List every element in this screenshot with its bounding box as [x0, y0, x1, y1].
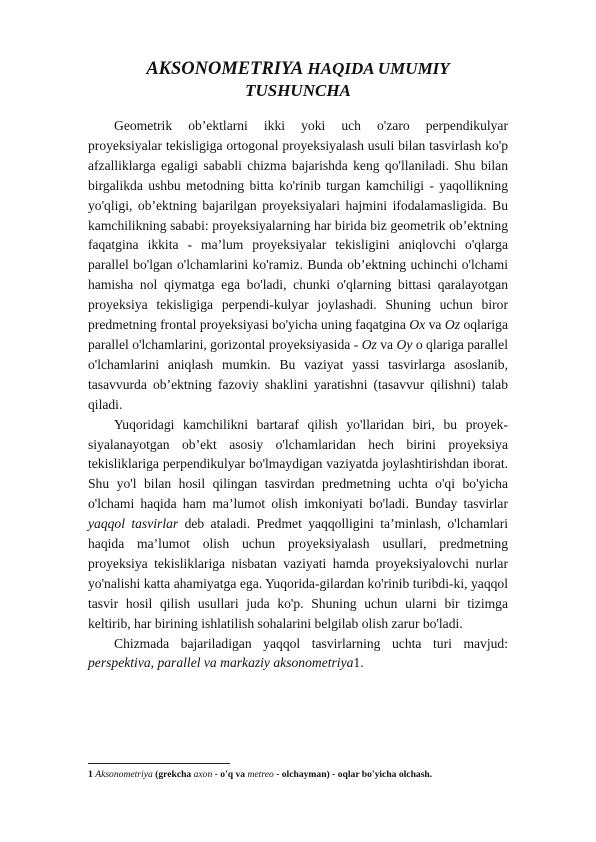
term-list: perspektiva, parallel va markaziy aksonometriya: [88, 655, 354, 671]
paragraph-1-text-a: Geometrik ob’ektlarni ikki yoki uch o'zaro perpendikulyar proyeksiyalar tekisligiga ortogonal proyeksiyalash usuli bilan tasvirlash ko'p afzalliklarga egaligi sababli chizma bajarishda keng qo'llaniladi. Shu bilan birgalikda ushbu metodning bitta ko'rinib turgan kamchiligi - yaqollikning yo'qligi, ob’ektning bajarilgan proyeksiyalari hajmini ifodalamasligida. Bu kamchilikning sababi: proyeksiyalarning har birida biz geometrik ob’ektning faqatgina ikkita - ma’lum proyeksiyalar tekisligini aniqlovchi o'qlarga parallel bo'lgan o'lchamlarini ko'ramiz. Bunda ob’ektning uchinchi o'lchami hamisha nol qiymatga ega bo'ladi, chunki o'qlarning bittasi qaralayotgan proyeksiya tekisligiga perpendi-kulyar joylashadi. Shuning uchun biror predmetning frontal proyeksiyasi bo'yicha uning faqatgina: [88, 118, 508, 333]
title-line-1: [146, 59, 449, 78]
document-body: [88, 116, 508, 673]
footnote-text-a: (grekcha: [152, 769, 194, 780]
paragraph-3-text-a: Chizmada bajariladigan yaqqol tasvirlarning uchta turi mavjud:: [114, 635, 508, 651]
footnote-text-b: - o'q va: [212, 769, 248, 780]
footnote-term: Aksonometriya: [95, 769, 153, 780]
footnote-divider: [88, 763, 230, 764]
paragraph-1-text-d: va: [376, 336, 397, 352]
term-yaqqol-tasvirlar: yaqqol tasvirlar: [88, 516, 179, 532]
paragraph-3: [88, 634, 508, 674]
title-main-word: AKSONOMETRIYA: [146, 59, 304, 79]
paragraph-1-text-b: va: [425, 317, 445, 333]
footnote: [88, 769, 528, 781]
paragraph-1-text-e: o qlariga parallel o'lchamlarini aniqlash mumkin. Bu vaziyat yassi tasvirlarga asoslanib, tasavvurda ob’ektning fazoviy shaklini yaratishni (tasavvur qilishni) talab qiladi.: [88, 336, 508, 412]
axis-oy: Oy: [396, 336, 413, 352]
footnote-reference[interactable]: 1: [353, 655, 361, 671]
paragraph-2: [88, 415, 508, 634]
paragraph-2-text-a: Yuqoridagi kamchilikni bartaraf qilish yo'llaridan biri, bu proyek-siyalanayotgan ob’ekt asosiy o'lchamlaridan hech birini proyeksiya tekisliklariga perpendikulyar bo'lmaydigan vaziyatda joylashtirishdan iborat. Shu yo'l bilan hosil qilingan tasvirdan predmetning uchta o'qi bo'yicha o'lchami haqida ham ma’lumot olish imkoniyati bo'ladi. Bunday tasvirlar: [88, 416, 508, 512]
axis-ox: Ox: [409, 317, 426, 333]
footnote-number: 1: [88, 769, 96, 780]
paragraph-2-text-b: deb ataladi. Predmet yaqqolligini ta’minlash, o'lchamlari haqida ma’lumot olish uchun proyeksiyalash usullari, predmetning proyeksiya tekisliklariga nisbatan vaziyati hamda proyeksiyalovchi nurlar yo'nalishi katta ahamiyatga ega. Yuqorida-gilardan ko'rinib turibdi-ki, yaqqol tasvir hosil qilish usullari juda ko'p. Shuning uchun ularni bir tizimga keltirib, har birining ishlatilish sohalarini belgilab olish zarur bo'ladi.: [88, 516, 509, 631]
footnote-word-axon: axon: [193, 769, 213, 780]
paragraph-1: [88, 116, 508, 415]
axis-oz-2: Oz: [361, 336, 377, 352]
axis-oz: Oz: [444, 317, 461, 333]
footnote-text-c: - olchayman) - oqlar bo'yicha olchash.: [273, 769, 433, 780]
paragraph-3-end: .: [360, 655, 364, 671]
title-line-1-rest: HAQIDA UMUMIY: [303, 59, 450, 78]
document-page: [88, 58, 508, 673]
paragraph-1-text-c: oqlariga parallel o'lchamlarini, gorizontal proyeksiyasida -: [88, 317, 508, 352]
page-title: [88, 58, 508, 102]
footnote-word-metreo: metreo: [247, 769, 274, 780]
title-line-2: TUSHUNCHA: [245, 81, 351, 100]
